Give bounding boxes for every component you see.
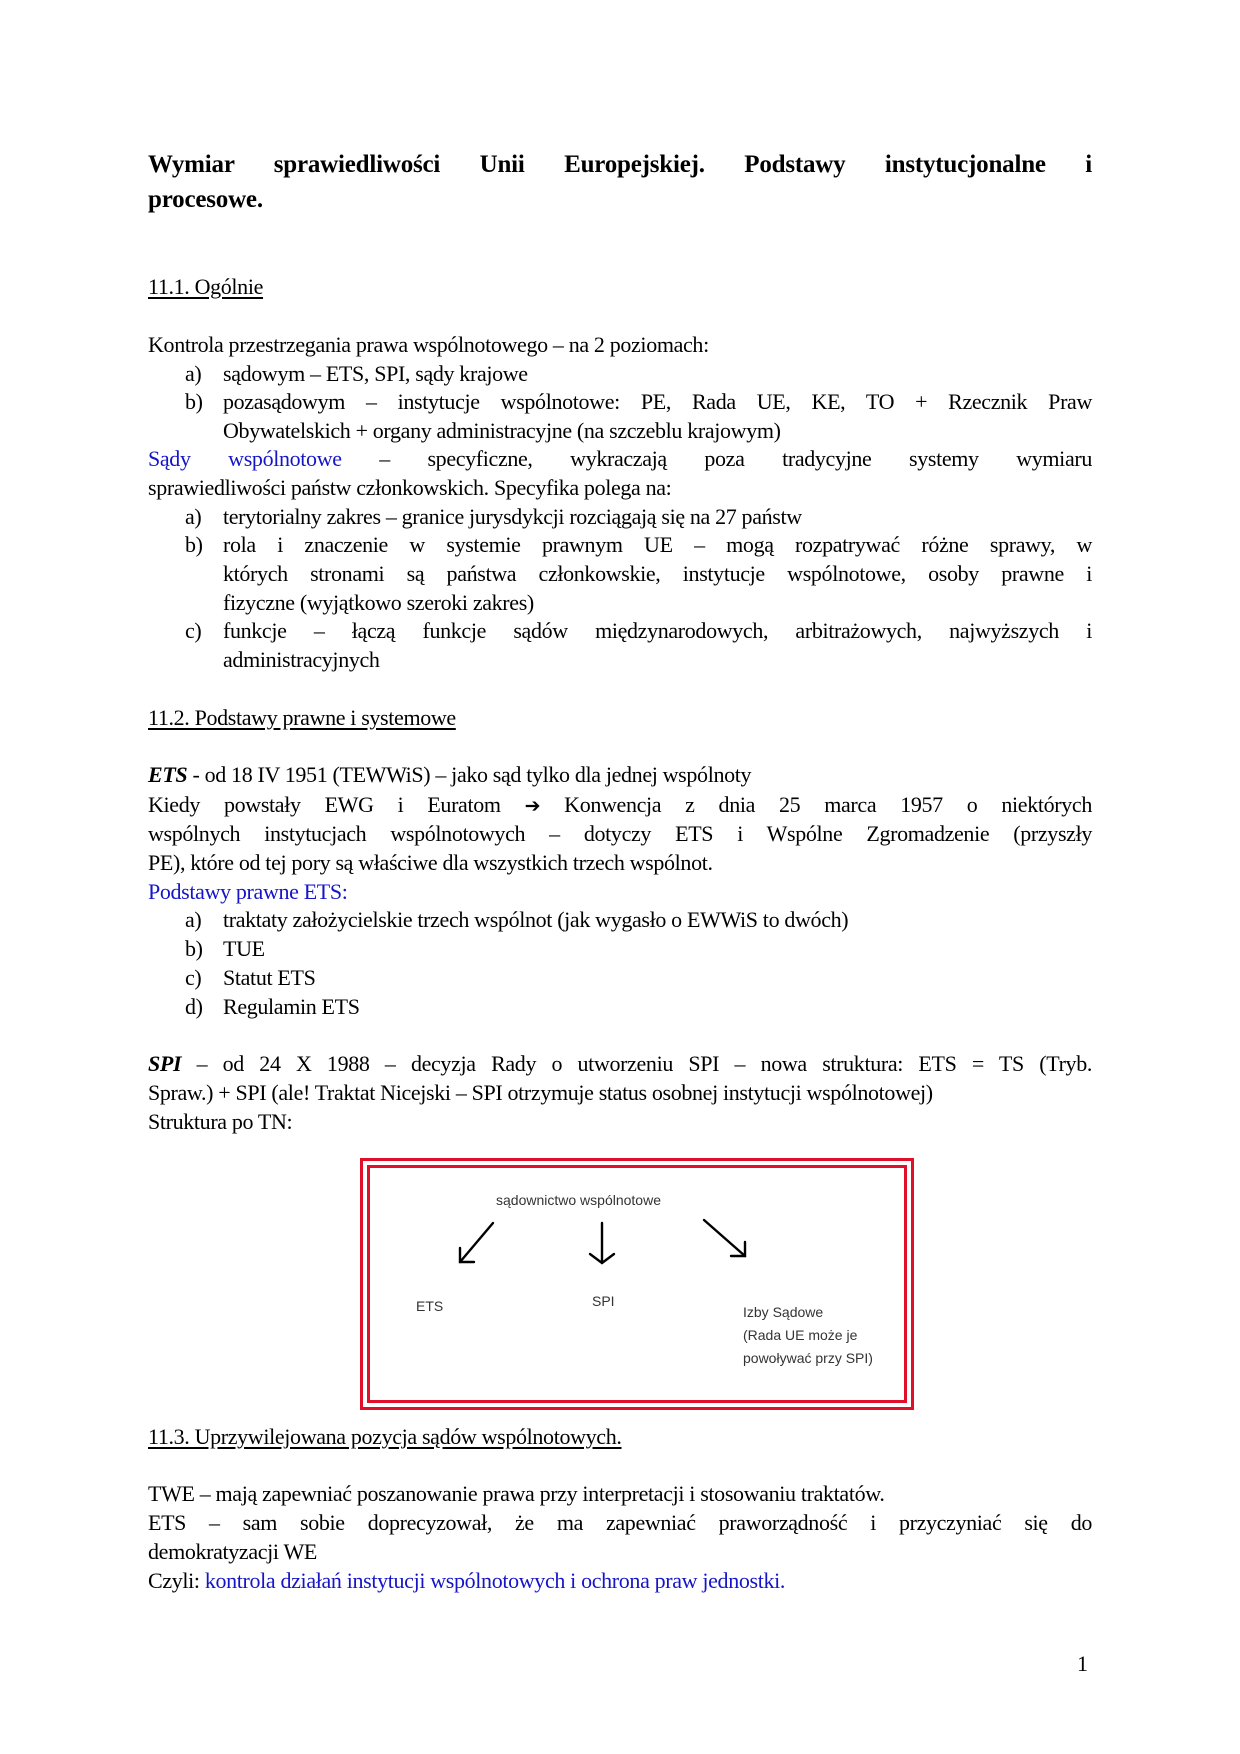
legal-basis-item: Statut ETS [223,965,316,990]
twe-paragraph: TWE – mają zapewniać poszanowanie prawa przy interpretacji i stosowaniu traktatów. [148,1481,885,1506]
diagram-node-izby-line-2: (Rada UE może je [743,1327,858,1343]
czyli-highlight: kontrola działań instytucji wspólnotowych i ochrona praw jednostki. [204,1568,786,1593]
spi-line-1 [148,1049,1092,1078]
list-label: c) [185,618,202,643]
list-item-role-cont: których stronami są państwa członkowskie, instytucje wspólnotowe, osoby prawne i [223,561,1092,586]
list-label: a) [185,907,202,932]
section-heading-text: 11.2. Podstawy prawne i systemowe [148,705,456,730]
diagram-node-izby-line-3: powoływać przy SPI) [743,1350,873,1366]
document-title-line-2: procesowe. [148,186,263,213]
diagram-node-ets: ETS [416,1298,444,1314]
kiedy-line-3: PE), które od tej pory są właściwe dla wszystkich trzech wspólnot. [148,850,713,875]
list-item-role-cont: fizyczne (wyjątkowo szeroki zakres) [223,590,534,615]
intro-paragraph: Kontrola przestrzegania prawa wspólnotowego – na 2 poziomach: [148,332,709,357]
list-item-territorial: terytorialny zakres – granice jurysdykcji rozciągają się na 27 państw [223,504,802,529]
spi-rest: – od 24 X 1988 – decyzja Rady o utworzeniu SPI – nowa struktura: ETS = TS (Tryb. [196,1051,1092,1076]
section-heading-11-1 [148,272,1092,301]
courts-paragraph-line-2: sprawiedliwości państw członkowskich. Specyfika polega na: [148,475,672,500]
ets-term: ETS [148,762,188,787]
list-item-functions: funkcje – łączą funkcje sądów międzynarodowych, arbitrażowych, najwyższych i [223,618,1092,643]
kiedy-line-1 [148,790,1092,819]
diagram-node-izby-line-1: Izby Sądowe [743,1304,824,1320]
diagram-inner-frame [367,1165,907,1403]
diagram-node-spi: SPI [592,1293,615,1309]
spi-term: SPI [148,1051,182,1076]
arrow-right-icon: ➔ [524,795,541,817]
list-label: b) [185,532,203,557]
court-structure-diagram [360,1158,914,1410]
ets-precision-line-1: ETS – sam sobie doprecyzował, że ma zapewniać praworządność i przyczyniać się do [148,1510,1092,1535]
ets-precision-line-2: demokratyzacji WE [148,1539,317,1564]
section-heading-11-3 [148,1422,1092,1451]
arrow-down-icon [590,1223,614,1263]
legal-basis-item: TUE [223,936,265,961]
list-item-nonjudicial-cont: Obywatelskich + organy administracyjne (na szczeblu krajowym) [223,418,781,443]
spi-line-2: Spraw.) + SPI (ale! Traktat Nicejski – SPI otrzymuje status osobnej instytucji wspólnotowej) [148,1080,933,1105]
structure-label: Struktura po TN: [148,1109,293,1134]
list-label: d) [185,994,203,1019]
page-number: 1 [1077,1651,1088,1676]
list-label: b) [185,936,203,961]
courts-term: Sądy wspólnotowe [148,446,342,471]
list-item-functions-cont: administracyjnych [223,647,380,672]
kiedy-text-a: Kiedy powstały EWG i Euratom [148,792,501,817]
legal-bases-label: Podstawy prawne ETS: [148,879,348,904]
section-heading-11-2 [148,703,1092,732]
list-item-role: rola i znaczenie w systemie prawnym UE – mogą rozpatrywać różne sprawy, w [223,532,1092,557]
ets-paragraph [148,760,1092,789]
kiedy-line-2: wspólnych instytucjach wspólnotowych – dotyczy ETS i Wspólne Zgromadzenie (przyszły [148,821,1092,846]
courts-line-rest: – specyficzne, wykraczają poza tradycyjne systemy wymiaru [379,446,1092,471]
legal-basis-item: Regulamin ETS [223,994,360,1019]
czyli-label: Czyli: [148,1568,205,1593]
list-item-judicial: sądowym – ETS, SPI, sądy krajowe [223,361,528,386]
list-label: c) [185,965,202,990]
czyli-paragraph [148,1566,1092,1595]
list-label: a) [185,361,202,386]
arrow-down-right-icon [704,1220,745,1256]
courts-paragraph-line-1 [148,444,1092,473]
section-heading-text: 11.1. Ogólnie [148,274,264,299]
document-title-line-1: Wymiar sprawiedliwości Unii Europejskiej. Podstawy instytucjonalne i [148,151,1092,178]
arrow-down-left-icon [460,1223,493,1262]
list-label: a) [185,504,202,529]
diagram-arrows [370,1168,910,1406]
section-heading-text: 11.3. Uprzywilejowana pozycja sądów wspólnotowych. [148,1424,622,1449]
list-label: b) [185,389,203,414]
list-item-nonjudicial: pozasądowym – instytucje wspólnotowe: PE, Rada UE, KE, TO + Rzecznik Praw [223,389,1092,414]
legal-basis-item: traktaty założycielskie trzech wspólnot (jak wygasło o EWWiS to dwóch) [223,907,849,932]
diagram-root-label: sądownictwo wspólnotowe [496,1192,661,1208]
ets-rest: - od 18 IV 1951 (TEWWiS) – jako sąd tylko dla jednej wspólnoty [187,762,752,787]
kiedy-text-b: Konwencja z dnia 25 marca 1957 o niektórych [564,792,1092,817]
